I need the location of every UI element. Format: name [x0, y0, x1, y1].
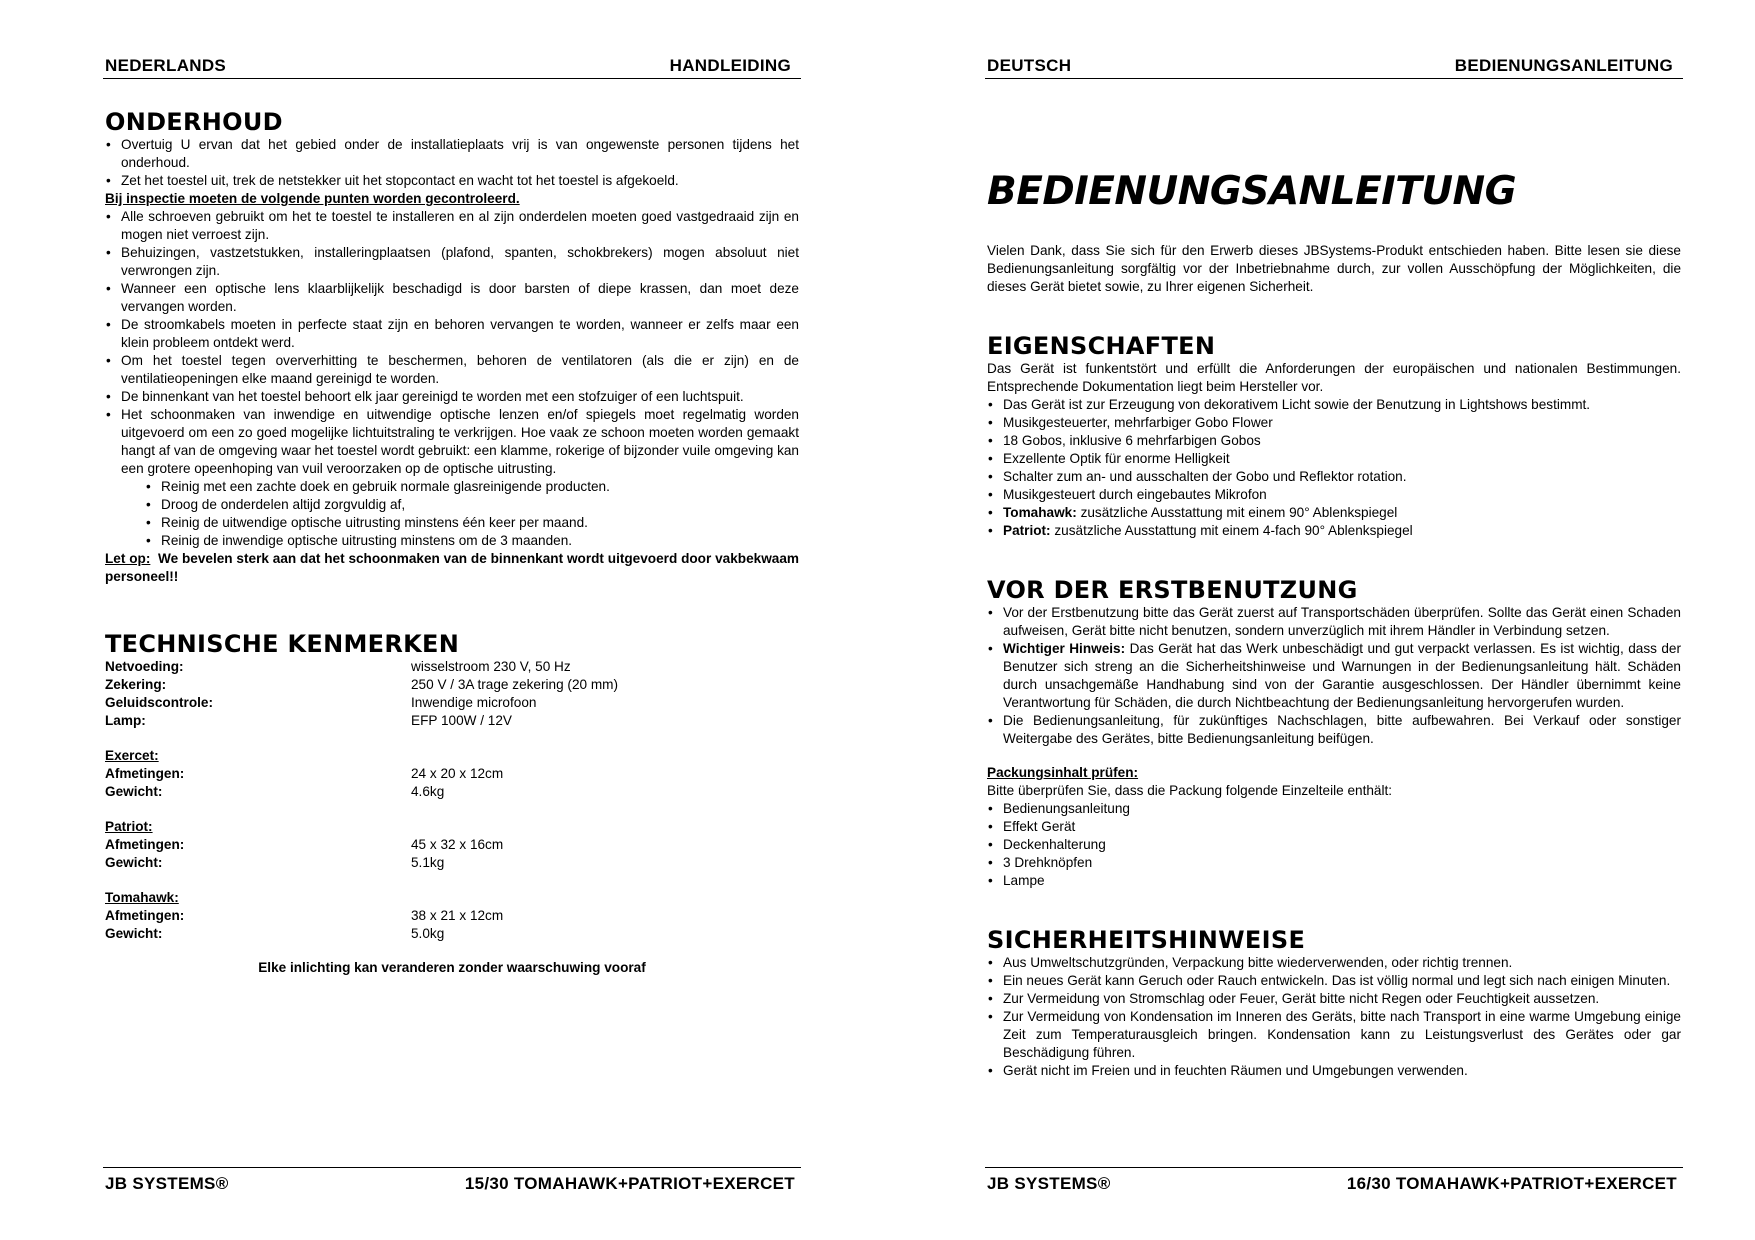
page-header — [985, 54, 1683, 79]
important-label: Wichtiger Hinweis: — [1003, 641, 1126, 656]
list-item: • Effekt Gerät — [987, 818, 1681, 836]
right-page — [985, 0, 1683, 1240]
list-item: • Zet het toestel uit, trek de netstekker uit het stopcontact en wacht tot het toestel is afgekoeld. — [105, 172, 799, 190]
section-heading-safety: SICHERHEITSHINWEISE — [987, 926, 1306, 954]
section-heading-maintenance: ONDERHOUD — [105, 108, 283, 136]
header-language: DEUTSCH — [987, 56, 1072, 75]
spec-key: Gewicht: — [105, 855, 163, 870]
spec-value: 5.0kg — [411, 926, 445, 941]
spec-key: Gewicht: — [105, 926, 163, 941]
list-item: • 18 Gobos, inklusive 6 mehrfarbigen Gobos — [987, 432, 1681, 450]
specs-model-exercet — [105, 747, 799, 801]
right-content — [987, 170, 1681, 1080]
note-text: We bevelen sterk aan dat het schoonmaken van de binnenkant wordt uitgevoerd door vakbekwaam personeel!! — [105, 551, 799, 584]
list-item: • Zur Vermeidung von Kondensation im Inneren des Geräts, bitte nach Transport in eine warme Umgebung einige Zeit zum Temperaturausgleich bringen. Kondensation kann zu Leistungsverlust des Gerätes oder gar Beschädigung führen. — [987, 1008, 1681, 1062]
list-item: • Musikgesteuerter, mehrfarbiger Gobo Flower — [987, 414, 1681, 432]
maintenance-list — [105, 136, 799, 190]
list-item: • Reinig met een zachte doek en gebruik normale glasreinigende producten. — [145, 478, 799, 496]
list-item: • Behuizingen, vastzetstukken, installeringplaatsen (plafond, spanten, schokbrekers) mogen absoluut niet verwrongen zijn. — [105, 244, 799, 280]
feature-text: zusätzliche Ausstattung mit einem 4-fach 90° Ablenkspiegel — [1054, 523, 1413, 538]
list-item: • Die Bedienungsanleitung, für zukünftiges Nachschlagen, bitte aufbewahren. Bei Verkauf oder sonstiger Weitergabe des Gerätes, bitte Bedienungsanleitung beifügen. — [987, 712, 1681, 748]
list-item: • Het schoonmaken van inwendige en uitwendige optische lenzen en/of spiegels moet regelmatig worden uitgevoerd om een zo goed mogelijke lichtuitstraling te verkrijgen. Hoe vaak ze schoon moeten worden gemaakt hangt af van de omgeving waar het toestel wordt gebruikt: een klamme, rokerige of bijzonder vuile omgeving kan een grotere opeenhoping van vuil veroorzaken op de optische uitrusting. — [105, 406, 799, 478]
spec-key: Afmetingen: — [105, 837, 185, 852]
spec-value: Inwendige microfoon — [411, 695, 537, 710]
list-item: • Musikgesteuert durch eingebautes Mikrofon — [987, 486, 1681, 504]
list-item: • Zur Vermeidung von Stromschlag oder Feuer, Gerät bitte nicht Regen oder Feuchtigkeit aussetzen. — [987, 990, 1681, 1008]
list-item: • De binnenkant van het toestel behoort elk jaar gereinigd te worden met een stofzuiger of een luchtspuit. — [105, 388, 799, 406]
spec-value: 4.6kg — [411, 784, 445, 799]
list-item: • Das Gerät ist zur Erzeugung von dekorativem Licht sowie der Benutzung in Lightshows bestimmt. — [987, 396, 1681, 414]
list-item: • Ein neues Gerät kann Geruch oder Rauch entwickeln. Das ist völlig normal und legt sich nach einigen Minuten. — [987, 972, 1681, 990]
spec-value: EFP 100W / 12V — [411, 713, 512, 728]
feature-text: zusätzliche Ausstattung mit einem 90° Ablenkspiegel — [1080, 505, 1398, 520]
list-item: • 3 Drehknöpfen — [987, 854, 1681, 872]
list-item — [987, 522, 1681, 540]
spec-value: 45 x 32 x 16cm — [411, 837, 504, 852]
list-item: • Reinig de uitwendige optische uitrusting minstens één keer per maand. — [145, 514, 799, 532]
section-heading-features: EIGENSCHAFTEN — [987, 332, 1216, 360]
page-footer — [985, 1167, 1683, 1198]
package-intro: Bitte überprüfen Sie, dass die Packung folgende Einzelteile enthält: — [987, 783, 1393, 798]
section-heading-specs: TECHNISCHE KENMERKEN — [105, 630, 460, 658]
list-item: • Droog de onderdelen altijd zorgvuldig af, — [145, 496, 799, 514]
list-item: • Deckenhalterung — [987, 836, 1681, 854]
specs-model-patriot — [105, 818, 799, 872]
list-item: • Exzellente Optik für enorme Helligkeit — [987, 450, 1681, 468]
before-use-list — [987, 604, 1681, 748]
important-text: Das Gerät hat das Werk unbeschädigt und gut verpackt verlassen. Es ist wichtig, dass der Benutzer sich streng an die Sicherheitshinweise und Warnungen in der Bedienungsanleitung hält. Schäden durch unsachgemäße Handhabung sind von der Garantie ausgeschlossen. Der Händler übernimmt keine Verantwortung für Schäden, die durch Nichtbeachtung der Bedienungsanleitung hervorgerufen wurden. — [1003, 641, 1681, 710]
document-title: BEDIENUNGSANLEITUNG — [987, 169, 1517, 214]
header-title: HANDLEIDING — [669, 56, 791, 75]
note-label: Let op: — [105, 551, 151, 566]
header-language: NEDERLANDS — [105, 56, 227, 75]
footer-page-number: 15/30 TOMAHAWK+PATRIOT+EXERCET — [464, 1174, 795, 1193]
inspection-list — [105, 208, 799, 478]
spec-key: Afmetingen: — [105, 908, 185, 923]
package-list — [987, 800, 1681, 890]
left-content — [105, 108, 799, 977]
list-item: • Gerät nicht im Freien und in feuchten Räumen und Umgebungen verwenden. — [987, 1062, 1681, 1080]
list-item: • Alle schroeven gebruikt om het te toestel te installeren en al zijn onderdelen moeten goed vastgedraaid zijn en mogen niet verroest zijn. — [105, 208, 799, 244]
specs-model-tomahawk — [105, 889, 799, 943]
specs-general — [105, 658, 799, 730]
list-item: • Bedienungsanleitung — [987, 800, 1681, 818]
model-name: Exercet: — [105, 748, 159, 763]
cleaning-list — [105, 478, 799, 550]
model-name: Patriot: — [105, 819, 153, 834]
list-item: • Om het toestel tegen oververhitting te beschermen, behoren de ventilatoren (als die er zijn) en de ventilatieopeningen elke maand gereinigd te worden. — [105, 352, 799, 388]
package-title: Packungsinhalt prüfen: — [987, 765, 1139, 780]
spec-value: 5.1kg — [411, 855, 445, 870]
safety-list — [987, 954, 1681, 1080]
list-item: • Lampe — [987, 872, 1681, 890]
list-item: • Overtuig U ervan dat het gebied onder de installatieplaats vrij is van ongewenste personen tijdens het onderhoud. — [105, 136, 799, 172]
list-item — [987, 504, 1681, 522]
maintenance-note — [105, 550, 799, 586]
footer-page-number: 16/30 TOMAHAWK+PATRIOT+EXERCET — [1346, 1174, 1677, 1193]
list-item: • Vor der Erstbenutzung bitte das Gerät zuerst auf Transportschäden überprüfen. Sollte das Gerät einen Schaden aufweisen, Gerät bitte nicht benutzen, sondern unverzüglich mit ihrem Händler in Verbindung setzen. — [987, 604, 1681, 640]
spec-key: Afmetingen: — [105, 766, 185, 781]
model-name: Tomahawk: — [105, 890, 179, 905]
specs-disclaimer: Elke inlichting kan veranderen zonder waarschuwing vooraf — [258, 960, 646, 975]
spec-key: Gewicht: — [105, 784, 163, 799]
list-item — [987, 640, 1681, 712]
header-title: BEDIENUNGSANLEITUNG — [1454, 56, 1673, 75]
spec-key: Geluidscontrole: — [105, 695, 214, 710]
features-intro: Das Gerät ist funkentstört und erfüllt die Anforderungen der europäischen und nationalen Bestimmungen. Entsprechende Dokumentation liegt beim Hersteller vor. — [987, 361, 1681, 394]
spec-value: wisselstroom 230 V, 50 Hz — [411, 659, 571, 674]
section-heading-before-use: VOR DER ERSTBENUTZUNG — [987, 576, 1358, 604]
page-header — [103, 54, 801, 79]
spec-value: 24 x 20 x 12cm — [411, 766, 504, 781]
feature-label: Tomahawk: — [1003, 505, 1077, 520]
list-item: • Schalter zum an- und ausschalten der Gobo und Reflektor rotation. — [987, 468, 1681, 486]
footer-brand: JB SYSTEMS® — [987, 1174, 1111, 1193]
spec-key: Lamp: — [105, 713, 146, 728]
inspection-title: Bij inspectie moeten de volgende punten worden gecontroleerd. — [105, 191, 520, 206]
left-page — [103, 0, 801, 1240]
spec-value: 250 V / 3A trage zekering (20 mm) — [411, 677, 619, 692]
list-item: • De stroomkabels moeten in perfecte staat zijn en behoren vervangen te worden, wanneer er zelfs maar een klein probleem ontdekt werd. — [105, 316, 799, 352]
features-list — [987, 396, 1681, 540]
page-footer — [103, 1167, 801, 1198]
feature-label: Patriot: — [1003, 523, 1051, 538]
spec-value: 38 x 21 x 12cm — [411, 908, 504, 923]
footer-brand: JB SYSTEMS® — [105, 1174, 229, 1193]
spec-key: Zekering: — [105, 677, 167, 692]
list-item: • Aus Umweltschutzgründen, Verpackung bitte wiederverwenden, oder richtig trennen. — [987, 954, 1681, 972]
intro-paragraph: Vielen Dank, dass Sie sich für den Erwerb dieses JBSystems-Produkt entschieden haben. Bitte lesen sie diese Bedienungsanleitung sorgfältig vor der Inbetriebnahme durch, zur vollen Ausschöpfung der Möglichkeiten, die dieses Gerät bietet sowie, zu Ihrer eigenen Sicherheit. — [987, 243, 1681, 294]
list-item: • Reinig de inwendige optische uitrusting minstens om de 3 maanden. — [145, 532, 799, 550]
list-item: • Wanneer een optische lens klaarblijkelijk beschadigd is door barsten of diepe krassen, dan moet deze vervangen worden. — [105, 280, 799, 316]
spec-key: Netvoeding: — [105, 659, 184, 674]
